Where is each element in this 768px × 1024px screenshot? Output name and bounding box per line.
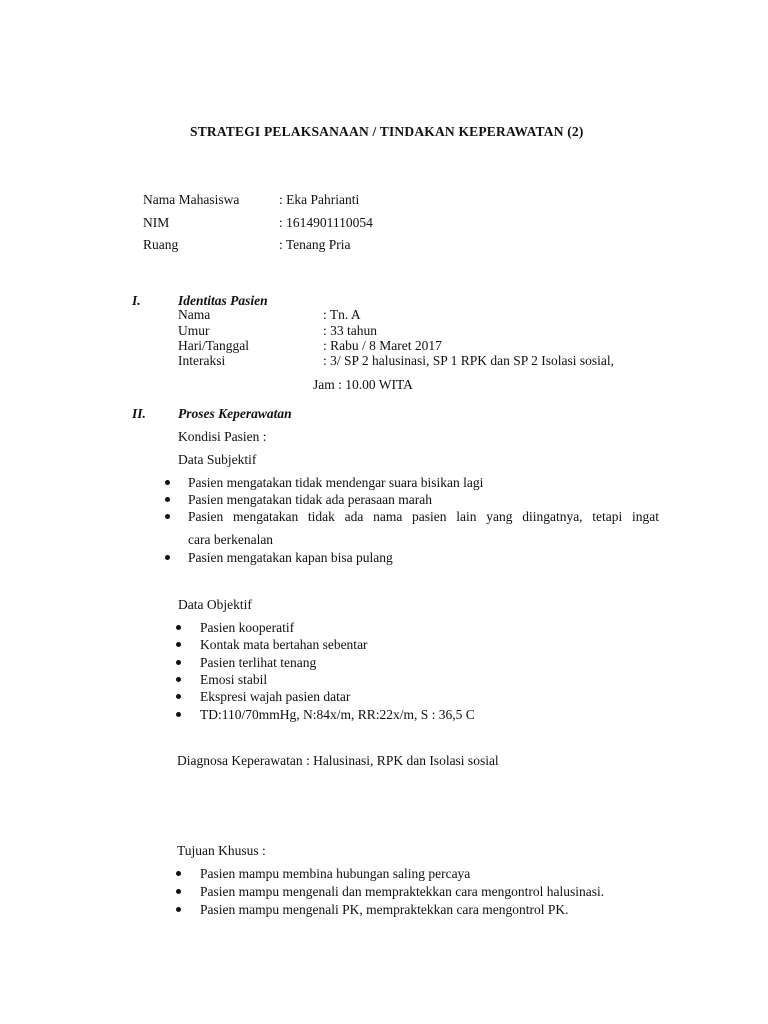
interaction-label: Interaksi — [178, 353, 226, 368]
condition-label: Kondisi Pasien : — [178, 429, 267, 444]
bullet-icon — [165, 514, 170, 519]
student-name-label: Nama Mahasiswa — [143, 192, 240, 207]
bullet-icon — [176, 625, 181, 630]
student-name-value: : Eka Pahrianti — [279, 192, 360, 207]
goal-item: Pasien mampu membina hubungan saling percaya — [200, 866, 471, 881]
bullet-icon — [176, 712, 181, 717]
nim-value: : 1614901110054 — [279, 215, 373, 230]
bullet-icon — [165, 497, 170, 502]
nim-label: NIM — [143, 215, 170, 230]
subjective-item-continuation: cara berkenalan — [188, 532, 274, 547]
patient-name-label: Nama — [178, 307, 211, 322]
section1-heading: Identitas Pasien — [178, 293, 268, 308]
date-label: Hari/Tanggal — [178, 338, 250, 353]
objective-item: Emosi stabil — [200, 672, 268, 687]
bullet-icon — [176, 889, 181, 894]
subjective-item: Pasien mengatakan tidak ada perasaan marah — [188, 492, 433, 507]
bullet-icon — [176, 694, 181, 699]
date-value: : Rabu / 8 Maret 2017 — [323, 338, 442, 353]
objective-item: Ekspresi wajah pasien datar — [200, 689, 351, 704]
document-title: STRATEGI PELAKSANAAN / TINDAKAN KEPERAWATAN (2) — [190, 124, 584, 139]
bullet-icon — [176, 677, 181, 682]
bullet-icon — [176, 642, 181, 647]
room-value: : Tenang Pria — [279, 237, 351, 252]
room-label: Ruang — [143, 237, 179, 252]
patient-name-value: : Tn. A — [323, 307, 361, 322]
bullet-icon — [176, 660, 181, 665]
bullet-icon — [176, 871, 181, 876]
goal-item: Pasien mampu mengenali dan mempraktekkan cara mengontrol halusinasi. — [200, 884, 605, 899]
interaction-value: : 3/ SP 2 halusinasi, SP 1 RPK dan SP 2 Isolasi sosial, — [323, 353, 615, 368]
subjective-title: Data Subjektif — [178, 452, 257, 467]
subjective-item: Pasien mengatakan tidak ada nama pasien lain yang diingatnya, tetapi ingat — [188, 509, 659, 524]
bullet-icon — [165, 480, 170, 485]
objective-item: TD:110/70mmHg, N:84x/m, RR:22x/m, S : 36,5 C — [200, 707, 475, 722]
objective-title: Data Objektif — [178, 597, 252, 612]
patient-age-value: : 33 tahun — [323, 323, 377, 338]
patient-age-label: Umur — [178, 323, 210, 338]
bullet-icon — [165, 555, 170, 560]
objective-item: Kontak mata bertahan sebentar — [200, 637, 368, 652]
section2-heading: Proses Keperawatan — [178, 406, 292, 421]
bullet-icon — [176, 907, 181, 912]
goal-item: Pasien mampu mengenali PK, mempraktekkan cara mengontrol PK. — [200, 902, 569, 917]
objective-item: Pasien kooperatif — [200, 620, 295, 635]
section2-number: II. — [132, 406, 146, 421]
subjective-item: Pasien mengatakan kapan bisa pulang — [188, 550, 393, 565]
objective-item: Pasien terlihat tenang — [200, 655, 317, 670]
subjective-item: Pasien mengatakan tidak mendengar suara bisikan lagi — [188, 475, 484, 490]
specific-goals-title: Tujuan Khusus : — [177, 843, 266, 858]
section1-number: I. — [132, 293, 141, 308]
nursing-diagnosis: Diagnosa Keperawatan : Halusinasi, RPK dan Isolasi sosial — [177, 753, 499, 768]
interaction-time: Jam : 10.00 WITA — [313, 377, 413, 392]
